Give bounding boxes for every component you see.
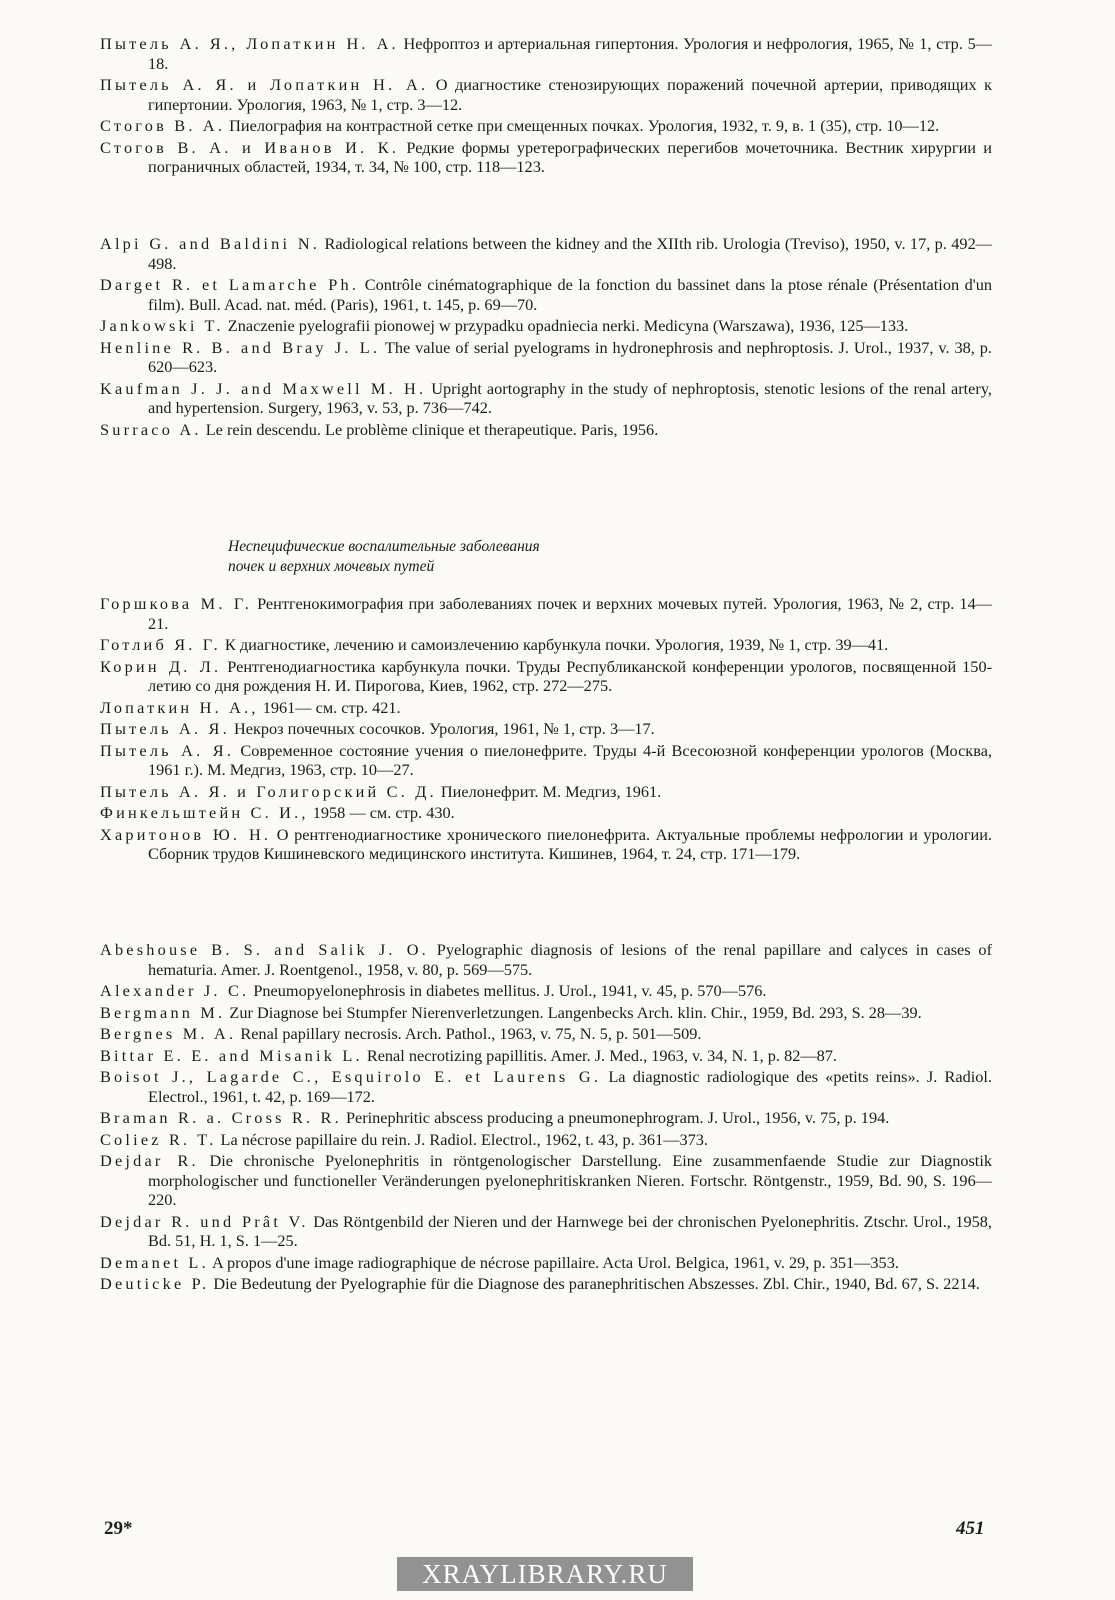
reference-text: Die chronische Pyelonephritis in röntgenologischer Darstellung. Eine zusammenfaende Studie zur Diagnostik morphologischer und functioneller Veränderungen pyelonephritiskranken Nieren. Fortschr. Röntgenstr., 1959, Bd. 90, S. 196—220. bbox=[148, 1151, 992, 1209]
reference-text: Renal necrotizing papillitis. Amer. J. Med., 1963, v. 34, N. 1, p. 82—87. bbox=[362, 1045, 837, 1065]
reference-author: Bergmann M. bbox=[100, 1002, 226, 1022]
reference-text: La nécrose papillaire du rein. J. Radiol. Electrol., 1962, t. 43, p. 361—373. bbox=[216, 1129, 708, 1149]
reference-text: Редкие формы уретерографических перегибов мочеточника. Вестник хирургии и пограничных областей, 1934, т. 34, № 100, стр. 118—123. bbox=[148, 137, 992, 176]
reference-text: Pneumopyelonephrosis in diabetes mellitus. J. Urol., 1941, v. 45, p. 570—576. bbox=[249, 981, 767, 1000]
reference-text: Das Röntgenbild der Nieren und der Harnwege bei der chronischen Pyelonephritis. Ztschr. Urol., 1958, Bd. 51, H. 1, S. 1—25. bbox=[148, 1211, 993, 1250]
reference-text: Contrôle cinématographique de la fonction du bassinet dans la ptose rénale (Présentation d'un film). Bull. Acad. nat. méd. (Paris), 1961, t. 145, p. 69—70. bbox=[148, 275, 992, 314]
reference-entry bbox=[100, 1067, 992, 1106]
reference-text: Некроз почечных сосочков. Урология, 1961, № 1, стр. 3—17. bbox=[229, 719, 655, 738]
reference-author: Surraco A. bbox=[100, 419, 202, 439]
reference-entry bbox=[100, 420, 992, 440]
reference-text: Upright aortography in the study of nephroptosis, stenotic lesions of the renal artery, and hypertension. Surgery, 1963, v. 53, p. 736—742. bbox=[148, 378, 992, 417]
reference-text: Die Bedeutung der Pyelographie für die Diagnose des paranephritischen Abszesses. Zbl. Chir., 1940, Bd. 67, S. 2214. bbox=[209, 1274, 980, 1293]
reference-text: Нефроптоз и артериальная гипертония. Урология и нефрология, 1965, № 1, стр. 5—18. bbox=[148, 34, 992, 73]
reference-entry bbox=[100, 1151, 992, 1210]
reference-author: Готлиб Я. Г. bbox=[100, 635, 221, 654]
reference-author: Горшкова М. Г. bbox=[100, 594, 252, 613]
reference-entry bbox=[100, 825, 992, 864]
reference-author: Alpi G. and Baldini N. bbox=[100, 234, 321, 253]
reference-group-russian-2 bbox=[100, 594, 992, 866]
reference-entry bbox=[100, 1046, 992, 1066]
reference-author: Корин Д. Л. bbox=[100, 656, 222, 676]
reference-author: Лопаткин Н. А., bbox=[100, 697, 259, 717]
reference-entry bbox=[100, 75, 992, 114]
reference-entry bbox=[100, 741, 992, 780]
reference-entry bbox=[100, 635, 992, 655]
reference-author: Dejdar R. und Prât V. bbox=[100, 1211, 309, 1231]
reference-author: Стогов В. А. и Иванов И. К. bbox=[100, 137, 400, 157]
reference-author: Deuticke P. bbox=[100, 1274, 210, 1293]
reference-text: 1961— см. стр. 421. bbox=[258, 697, 401, 717]
reference-text: О рентгенодиагностике хронического пиелонефрита. Актуальные проблемы нефрологии и урологии. Сборник трудов Кишиневского медицинского института. Кишинев, 1964, т. 24, стр. 171—179. bbox=[148, 824, 993, 863]
reference-author: Пытель А. Я., Лопаткин Н. А. bbox=[100, 34, 399, 53]
reference-text: Пиелография на контрастной сетке при смещенных почках. Урология, 1932, т. 9, в. 1 (35), стр. 10—12. bbox=[225, 116, 940, 135]
reference-text: Рентгенодиагностика карбункула почки. Труды Республиканской конференции урологов, посвященной 150-летию со дня рождения Н. И. Пирогова, Киев, 1962, стр. 272—275. bbox=[148, 656, 993, 695]
reference-author: Финкельштейн С. И., bbox=[100, 803, 309, 822]
reference-entry bbox=[100, 940, 992, 979]
reference-entry bbox=[100, 234, 992, 273]
reference-text: La diagnostic radiologique des «petits reins». J. Radiol. Electrol., 1961, t. 42, p. 169—172. bbox=[148, 1067, 992, 1106]
reference-entry bbox=[100, 138, 992, 177]
reference-author: Пытель А. Я. bbox=[100, 719, 230, 738]
reference-author: Bittar E. E. and Misanik L. bbox=[100, 1045, 363, 1065]
reference-entry bbox=[100, 34, 992, 73]
reference-text: Современное состояние учения о пиелонефрите. Труды 4-й Всесоюзной конференции урологов (Москва, 1961 г.). М. Медгиз, 1963, стр. 10—27. bbox=[148, 740, 992, 779]
reference-author: Пытель А. Я. bbox=[100, 740, 235, 760]
section-heading bbox=[228, 537, 828, 577]
reference-author: Boisot J., Lagarde C., Esquirolo E. et Laurens G. bbox=[100, 1067, 602, 1086]
reference-entry bbox=[100, 1130, 992, 1150]
reference-author: Demanet L. bbox=[100, 1252, 209, 1272]
reference-entry bbox=[100, 657, 992, 696]
reference-entry bbox=[100, 803, 992, 823]
reference-entry bbox=[100, 719, 992, 739]
reference-author: Dejdar R. bbox=[100, 1151, 199, 1170]
reference-text: Renal papillary necrosis. Arch. Pathol., 1963, v. 75, N. 5, p. 501—509. bbox=[236, 1024, 702, 1043]
reference-entry bbox=[100, 116, 992, 136]
signature-mark: 29* bbox=[104, 1518, 133, 1539]
reference-entry bbox=[100, 782, 992, 802]
reference-author: Bergnes M. A. bbox=[100, 1024, 237, 1043]
reference-entry bbox=[100, 698, 992, 718]
reference-text: Пиелонефрит. М. Медгиз, 1961. bbox=[436, 781, 662, 801]
reference-text: Znaczenie pyelografii pionowej w przypadku opadniecia nerki. Medicyna (Warszawa), 1936, 125—133. bbox=[223, 316, 909, 335]
reference-text: О диагностике стенозирующих поражений почечной артерии, приводящих к гипертонии. Урология, 1963, № 1, стр. 3—12. bbox=[148, 75, 992, 114]
reference-author: Kaufman J. J. and Maxwell M. H. bbox=[100, 378, 427, 398]
reference-text: К диагностике, лечению и самоизлечению карбункула почки. Урология, 1939, № 1, стр. 39—41. bbox=[220, 635, 889, 654]
reference-group-latin-2 bbox=[100, 940, 992, 1296]
reference-text: Pyelographic diagnosis of lesions of the renal papillare and calyces in cases of hematuria. Amer. J. Roentgenol., 1958, v. 80, p. 569—575. bbox=[148, 940, 992, 979]
watermark-banner: XRAYLIBRARY.RU bbox=[397, 1557, 693, 1591]
reference-text: Zur Diagnose bei Stumpfer Nierenverletzungen. Langenbecks Arch. klin. Chir., 1959, Bd. 293, S. 28—39. bbox=[225, 1002, 922, 1022]
reference-entry bbox=[100, 1108, 992, 1128]
reference-author: Alexander J. C. bbox=[100, 981, 250, 1000]
page-number: 451 bbox=[956, 1518, 985, 1539]
reference-entry bbox=[100, 1274, 992, 1294]
reference-entry bbox=[100, 1024, 992, 1044]
reference-author: Henline R. B. and Bray J. L. bbox=[100, 337, 381, 357]
reference-entry bbox=[100, 316, 992, 336]
reference-group-russian-1 bbox=[100, 34, 992, 179]
reference-author: Пытель А. Я. и Голигорский С. Д. bbox=[100, 781, 437, 801]
reference-entry bbox=[100, 379, 992, 418]
reference-author: Пытель А. Я. и Лопаткин Н. А. bbox=[100, 75, 429, 94]
reference-text: A propos d'une image radiographique de nécrose papillaire. Acta Urol. Belgica, 1961, v. 29, p. 351—353. bbox=[208, 1252, 899, 1272]
reference-author: Braman R. a. Cross R. R. bbox=[100, 1108, 342, 1127]
reference-author: Darget R. et Lamarche Ph. bbox=[100, 275, 360, 294]
reference-text: Perinephritic abscess producing a pneumonephrogram. J. Urol., 1956, v. 75, p. 194. bbox=[341, 1108, 890, 1127]
reference-author: Стогов В. А. bbox=[100, 116, 226, 135]
section-heading-line: Неспецифические воспалительные заболевания bbox=[228, 538, 540, 555]
section-heading-line: почек и верхних мочевых путей bbox=[228, 558, 435, 575]
reference-author: Coliez R. T. bbox=[100, 1129, 217, 1149]
reference-entry bbox=[100, 1253, 992, 1273]
reference-text: Le rein descendu. Le problème clinique et therapeutique. Paris, 1956. bbox=[201, 419, 659, 439]
reference-entry bbox=[100, 275, 992, 314]
reference-entry bbox=[100, 1003, 992, 1023]
reference-text: Рентгенокимография при заболеваниях почек и верхних мочевых путей. Урология, 1963, № 2, стр. 14—21. bbox=[148, 594, 992, 633]
reference-author: Харитонов Ю. Н. bbox=[100, 824, 272, 844]
reference-text: The value of serial pyelograms in hydronephrosis and nephroptosis. J. Urol., 1937, v. 38, p. 620—623. bbox=[148, 337, 992, 376]
reference-entry bbox=[100, 981, 992, 1001]
reference-entry bbox=[100, 594, 992, 633]
reference-text: Radiological relations between the kidney and the XIIth rib. Urologia (Treviso), 1950, v. 17, p. 492—498. bbox=[148, 234, 992, 273]
reference-author: Jankowski T. bbox=[100, 316, 224, 335]
reference-entry bbox=[100, 338, 992, 377]
reference-text: 1958 — см. стр. 430. bbox=[308, 803, 455, 822]
reference-author: Abeshouse B. S. and Salik J. O. bbox=[100, 940, 429, 959]
reference-group-latin-1 bbox=[100, 234, 992, 441]
reference-entry bbox=[100, 1212, 992, 1251]
